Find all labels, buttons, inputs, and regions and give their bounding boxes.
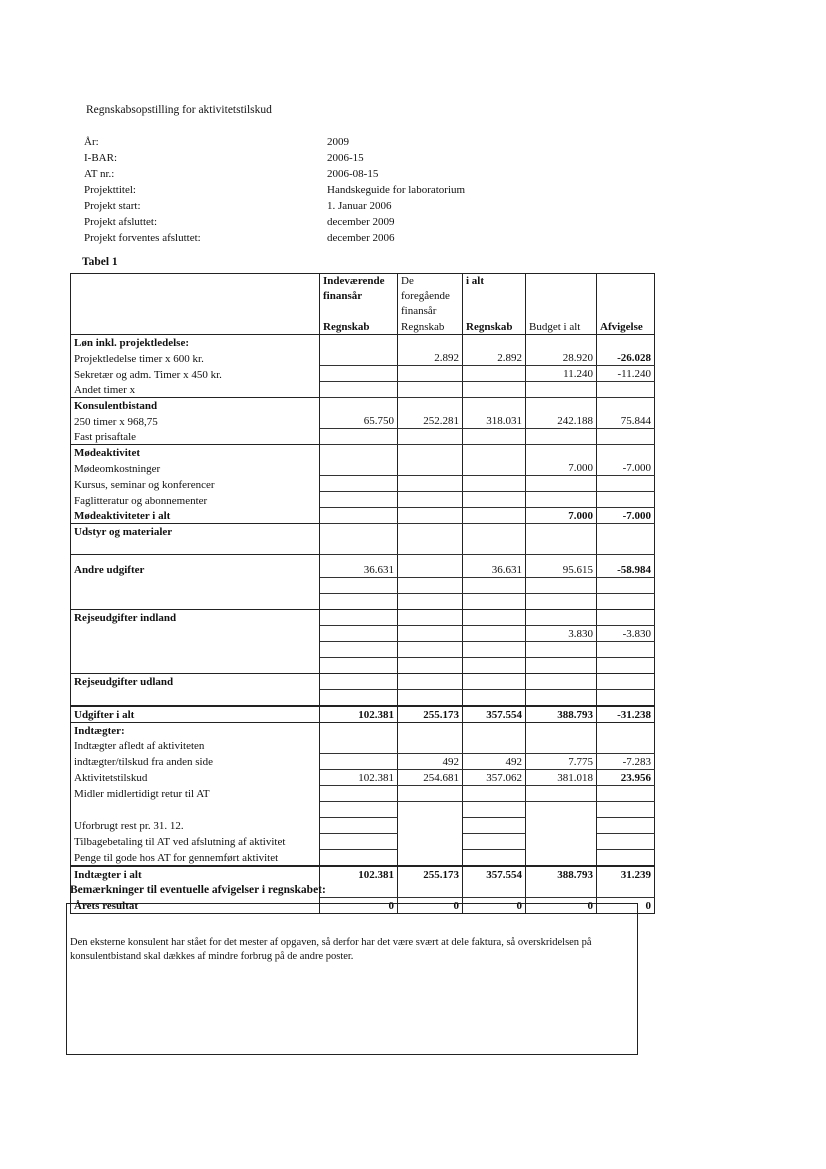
table-row-total xyxy=(71,706,655,723)
row-label: Løn inkl. projektledelse: xyxy=(71,335,320,351)
meta-row-at-nr xyxy=(84,166,524,182)
table-row xyxy=(71,833,655,849)
meta-value: december 2006 xyxy=(327,232,395,244)
sub-head: Regnskab xyxy=(463,319,526,335)
row-label: Indtægter i alt xyxy=(71,866,320,882)
row-label: Faglitteratur og abonnementer xyxy=(71,492,320,508)
cell-value: 388.793 xyxy=(526,706,597,723)
table-row xyxy=(71,445,655,461)
cell-value: 7.000 xyxy=(526,508,597,524)
row-label: Fast prisaftale xyxy=(71,429,320,445)
cell-value: 31.239 xyxy=(597,866,655,882)
accounts-table xyxy=(70,273,655,914)
row-label: Mødeomkostninger xyxy=(71,460,320,476)
row-label: Udgifter i alt xyxy=(71,706,320,723)
row-label: Kursus, seminar og konferencer xyxy=(71,476,320,492)
project-meta xyxy=(84,134,524,246)
cell-value: 318.031 xyxy=(463,413,526,429)
row-label: Indtægter afledt af aktiviteten xyxy=(71,738,320,754)
table-row xyxy=(71,657,655,673)
cell-value: 102.381 xyxy=(320,866,398,882)
table-row xyxy=(71,539,655,555)
table-row xyxy=(71,413,655,429)
document-title: Regnskabsopstilling for aktivitetstilskud xyxy=(86,104,272,116)
cell-value: 0 xyxy=(463,897,526,913)
table-row xyxy=(71,429,655,445)
row-label: Tilbagebetaling til AT ved afslutning af aktivitet xyxy=(71,833,320,849)
table-row xyxy=(71,350,655,366)
meta-label: I-BAR: xyxy=(84,152,117,164)
meta-value: Handskeguide for laboratorium xyxy=(327,184,466,196)
meta-label: Projekt afsluttet: xyxy=(84,216,158,228)
row-label: Andre udgifter xyxy=(71,555,320,578)
cell-value: -7.000 xyxy=(597,508,655,524)
cell-value: 357.062 xyxy=(463,769,526,785)
table-subheader-row xyxy=(71,319,655,335)
cell-value: 381.018 xyxy=(526,769,597,785)
cell-value: -58.984 xyxy=(597,555,655,578)
meta-row-finished xyxy=(84,214,524,230)
cell-value: 0 xyxy=(320,897,398,913)
table-row xyxy=(71,625,655,641)
cell-value: 254.681 xyxy=(398,769,463,785)
cell-value: -3.830 xyxy=(597,625,655,641)
table-label: Tabel 1 xyxy=(82,256,118,268)
cell-value: 7.775 xyxy=(526,753,597,769)
row-label: Udstyr og materialer xyxy=(71,524,320,540)
cell-value: 388.793 xyxy=(526,866,597,882)
table-row xyxy=(71,689,655,706)
cell-value: -11.240 xyxy=(597,366,655,382)
meta-value: 2006-15 xyxy=(327,152,364,164)
table-row xyxy=(71,801,655,817)
cell-value: -7.000 xyxy=(597,460,655,476)
table-row xyxy=(71,738,655,754)
table-row xyxy=(71,593,655,609)
table-row xyxy=(71,382,655,398)
table-cell xyxy=(526,289,597,304)
table-row xyxy=(71,577,655,593)
table-cell xyxy=(597,274,655,290)
cell-value: 65.750 xyxy=(320,413,398,429)
table-row xyxy=(71,335,655,351)
cell-value: 252.281 xyxy=(398,413,463,429)
meta-label: Projekttitel: xyxy=(84,184,136,196)
sub-head: Regnskab xyxy=(398,319,463,335)
row-label: Årets resultat xyxy=(71,897,320,913)
table-header-row xyxy=(71,274,655,290)
table-row xyxy=(71,722,655,738)
sub-head: Regnskab xyxy=(320,319,398,335)
cell-value: 0 xyxy=(398,897,463,913)
cell-value: 36.631 xyxy=(463,555,526,578)
sub-head: Afvigelse xyxy=(597,319,655,335)
col-head-previous: foregående xyxy=(398,289,463,304)
meta-value: 1. Januar 2006 xyxy=(327,200,392,212)
meta-value: 2009 xyxy=(327,136,349,148)
table-cell xyxy=(597,304,655,319)
cell-value: -31.238 xyxy=(597,706,655,723)
table-cell xyxy=(526,304,597,319)
table-cell xyxy=(71,304,320,319)
table-cell xyxy=(463,289,526,304)
row-label: indtægter/tilskud fra anden side xyxy=(71,753,320,769)
table-row xyxy=(71,508,655,524)
meta-row-ibar xyxy=(84,150,524,166)
cell-value: 2.892 xyxy=(463,350,526,366)
table-row xyxy=(71,366,655,382)
table-header-row xyxy=(71,289,655,304)
table-row xyxy=(71,673,655,689)
cell-value: -7.283 xyxy=(597,753,655,769)
meta-value: december 2009 xyxy=(327,216,395,228)
row-label: Rejseudgifter indland xyxy=(71,609,320,625)
table-cell xyxy=(597,289,655,304)
cell-value: 242.188 xyxy=(526,413,597,429)
table-row xyxy=(71,460,655,476)
meta-row-title xyxy=(84,182,524,198)
cell-value: 255.173 xyxy=(398,706,463,723)
row-label: Rejseudgifter udland xyxy=(71,673,320,689)
cell-value: 102.381 xyxy=(320,706,398,723)
meta-row-start xyxy=(84,198,524,214)
cell-value: 492 xyxy=(398,753,463,769)
table-row xyxy=(71,817,655,833)
table-row xyxy=(71,609,655,625)
cell-value: 255.173 xyxy=(398,866,463,882)
table-cell xyxy=(71,274,320,290)
remarks-heading: Bemærkninger til eventuelle afvigelser i regnskabet: xyxy=(70,884,326,896)
row-label: Sekretær og adm. Timer x 450 kr. xyxy=(71,366,320,382)
row-label: Mødeaktivitet xyxy=(71,445,320,461)
cell-value: 75.844 xyxy=(597,413,655,429)
remarks-box xyxy=(66,903,638,1055)
meta-label: AT nr.: xyxy=(84,168,115,180)
cell-value: 357.554 xyxy=(463,866,526,882)
table-row xyxy=(71,769,655,785)
row-label: Midler midlertidigt retur til AT xyxy=(71,785,320,801)
cell-value: 23.956 xyxy=(597,769,655,785)
table-row xyxy=(71,753,655,769)
sub-head: Budget i alt xyxy=(526,319,597,335)
row-label: Mødeaktiviteter i alt xyxy=(71,508,320,524)
table-cell xyxy=(71,289,320,304)
row-label: Uforbrugt rest pr. 31. 12. xyxy=(71,817,320,833)
table-row xyxy=(71,398,655,414)
col-head-previous: finansår xyxy=(398,304,463,319)
table-row xyxy=(71,785,655,801)
meta-value: 2006-08-15 xyxy=(327,168,379,180)
table-cell xyxy=(320,304,398,319)
row-label: Indtægter: xyxy=(71,722,320,738)
cell-value: 3.830 xyxy=(526,625,597,641)
table-row xyxy=(71,641,655,657)
meta-row-expected xyxy=(84,230,524,246)
meta-label: Projekt start: xyxy=(84,200,141,212)
row-label: Projektledelse timer x 600 kr. xyxy=(71,350,320,366)
table-cell xyxy=(463,304,526,319)
meta-row-year xyxy=(84,134,524,150)
row-label: Penge til gode hos AT for gennemført aktivitet xyxy=(71,849,320,866)
cell-value: 0 xyxy=(597,897,655,913)
remarks-text: Den eksterne konsulent har stået for det mester af opgaven, så derfor har det være svært at dele faktura, så overskridelsen på konsulentbistand skal dækkes af mindre forbrug på de andre poster. xyxy=(70,937,592,962)
cell-value: 0 xyxy=(526,897,597,913)
row-label: Andet timer x xyxy=(71,382,320,398)
row-label: Konsulentbistand xyxy=(71,398,320,414)
table-row xyxy=(71,849,655,866)
meta-label: År: xyxy=(84,136,99,148)
col-head-current: finansår xyxy=(320,289,398,304)
cell-value: -26.028 xyxy=(597,350,655,366)
cell-value: 492 xyxy=(463,753,526,769)
cell-value: 11.240 xyxy=(526,366,597,382)
col-head-total: i alt xyxy=(463,274,526,290)
cell-value: 102.381 xyxy=(320,769,398,785)
table-row xyxy=(71,492,655,508)
cell-value: 36.631 xyxy=(320,555,398,578)
col-head-current: Indeværende xyxy=(320,274,398,290)
table-row xyxy=(71,555,655,578)
table-cell xyxy=(526,274,597,290)
col-head-previous: De xyxy=(398,274,463,290)
table-header-row xyxy=(71,304,655,319)
table-row-total xyxy=(71,866,655,882)
cell-value: 7.000 xyxy=(526,460,597,476)
row-label: Aktivitetstilskud xyxy=(71,769,320,785)
table-row xyxy=(71,524,655,540)
table-row xyxy=(71,476,655,492)
cell-value: 2.892 xyxy=(398,350,463,366)
table-cell xyxy=(71,319,320,335)
meta-label: Projekt forventes afsluttet: xyxy=(84,232,201,244)
cell-value: 357.554 xyxy=(463,706,526,723)
cell-value: 28.920 xyxy=(526,350,597,366)
cell-value: 95.615 xyxy=(526,555,597,578)
row-label: 250 timer x 968,75 xyxy=(71,413,320,429)
